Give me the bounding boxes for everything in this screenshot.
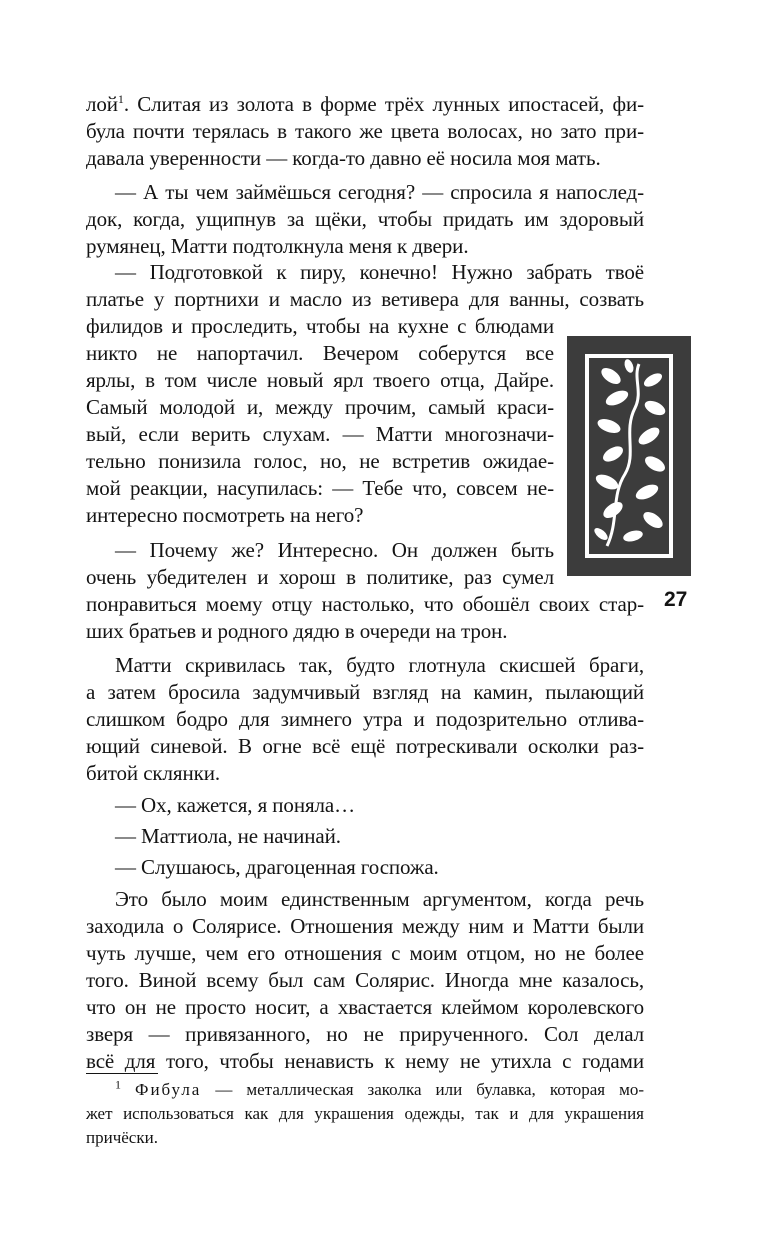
text-line-35: всё для того, чтобы ненависть к нему не утихла с годами xyxy=(86,1049,644,1073)
text-line-31: чуть лучше, чем его отношения с моим отцом, но не более xyxy=(86,941,644,965)
text-line-26: — Ох, кажется, я поняла… xyxy=(115,793,356,817)
text-line-1: лой$^1$. Слитая из золота в форме трёх лунных ипостасей, фи- xyxy=(86,92,644,116)
text-line-34: зверя — привязанного, но не прирученного. Сол делал xyxy=(86,1022,644,1046)
text-line-24: ющий синевой. В огне всё ещё потрескивали осколки раз- xyxy=(86,734,644,758)
text-line-28: — Слушаюсь, драгоценная госпожа. xyxy=(115,855,439,879)
text-line-18: очень убедителен и хорош в политике, раз сумел xyxy=(86,565,554,589)
text-line-13: вый, если верить слухам. — Матти многозначи- xyxy=(86,422,554,446)
text-line-15: мой реакции, насупилась: — Тебе что, совсем не- xyxy=(86,476,554,500)
leaf-vine-icon xyxy=(567,336,691,576)
text-line-30: заходила о Солярисе. Отношения между ним и Матти были xyxy=(86,914,644,938)
text-line-11: ярлы, в том числе новый ярл твоего отца, Дайре. xyxy=(86,368,554,392)
footnote-reference: 1 xyxy=(117,92,124,106)
text-line-3: давала уверенности — когда-то давно её носила моя мать. xyxy=(86,146,601,170)
footnote-divider xyxy=(86,1073,158,1074)
text-line-14: тельно понизила голос, но, не встретив ожидае- xyxy=(86,449,554,473)
text-line-10: никто не напортачил. Вечером соберутся все xyxy=(86,341,554,365)
text-line-32: того. Виной всему был сам Солярис. Иногда мне казалось, xyxy=(86,968,644,992)
text-line-8: платье у портнихи и масло из ветивера для ванны, созвать xyxy=(86,287,644,311)
footnote-mark: 1 xyxy=(115,1077,121,1092)
text-line-2: була почти терялась в такого же цвета волосах, но зато при- xyxy=(86,119,644,143)
text-line-23: слишком бодро для зимнего утра и подозрительно отлива- xyxy=(86,707,644,731)
text-line-4: — А ты чем займёшься сегодня? — спросила я напослед- xyxy=(115,180,644,204)
text-line-29: Это было моим единственным аргументом, когда речь xyxy=(115,887,644,911)
text-line-12: Самый молодой и, между прочим, самый краси- xyxy=(86,395,554,419)
text-line-27: — Маттиола, не начинай. xyxy=(115,824,341,848)
text-line-7: — Подготовкой к пиру, конечно! Нужно забрать твоё xyxy=(115,260,644,284)
text-line-17: — Почему же? Интересно. Он должен быть xyxy=(115,538,554,562)
text-line-16: интересно посмотреть на него? xyxy=(86,503,364,527)
text-line-9: филидов и проследить, чтобы на кухне с блюдами xyxy=(86,314,554,338)
leaf-ornament-panel xyxy=(567,336,691,576)
footnote-line-1: $^1$ Фибула — металлическая заколка или булавка, которая мо- xyxy=(115,1077,645,1099)
text-line-5: док, когда, ущипнув за щёки, чтобы придать им здоровый xyxy=(86,207,644,231)
footnote-line-2: жет использоваться как для украшения одежды, так и для украшения xyxy=(86,1104,644,1123)
page-number: 27 xyxy=(664,588,688,611)
text-line-22: а затем бросила задумчивый взгляд на камин, пылающий xyxy=(86,680,644,704)
text-line-6: румянец, Матти подтолкнула меня к двери. xyxy=(86,234,469,258)
footnote-term: Фибула xyxy=(135,1080,202,1099)
text-line-21: Матти скривилась так, будто глотнула скисшей браги, xyxy=(115,653,644,677)
text-line-20: ших братьев и родного дядю в очереди на трон. xyxy=(86,619,508,643)
text-line-25: битой склянки. xyxy=(86,761,221,785)
text-line-33: что он не просто носит, а хвастается клеймом королевского xyxy=(86,995,644,1019)
footnote-line-3: причёски. xyxy=(86,1128,158,1147)
text-line-19: понравиться моему отцу настолько, что обошёл своих стар- xyxy=(86,592,644,616)
